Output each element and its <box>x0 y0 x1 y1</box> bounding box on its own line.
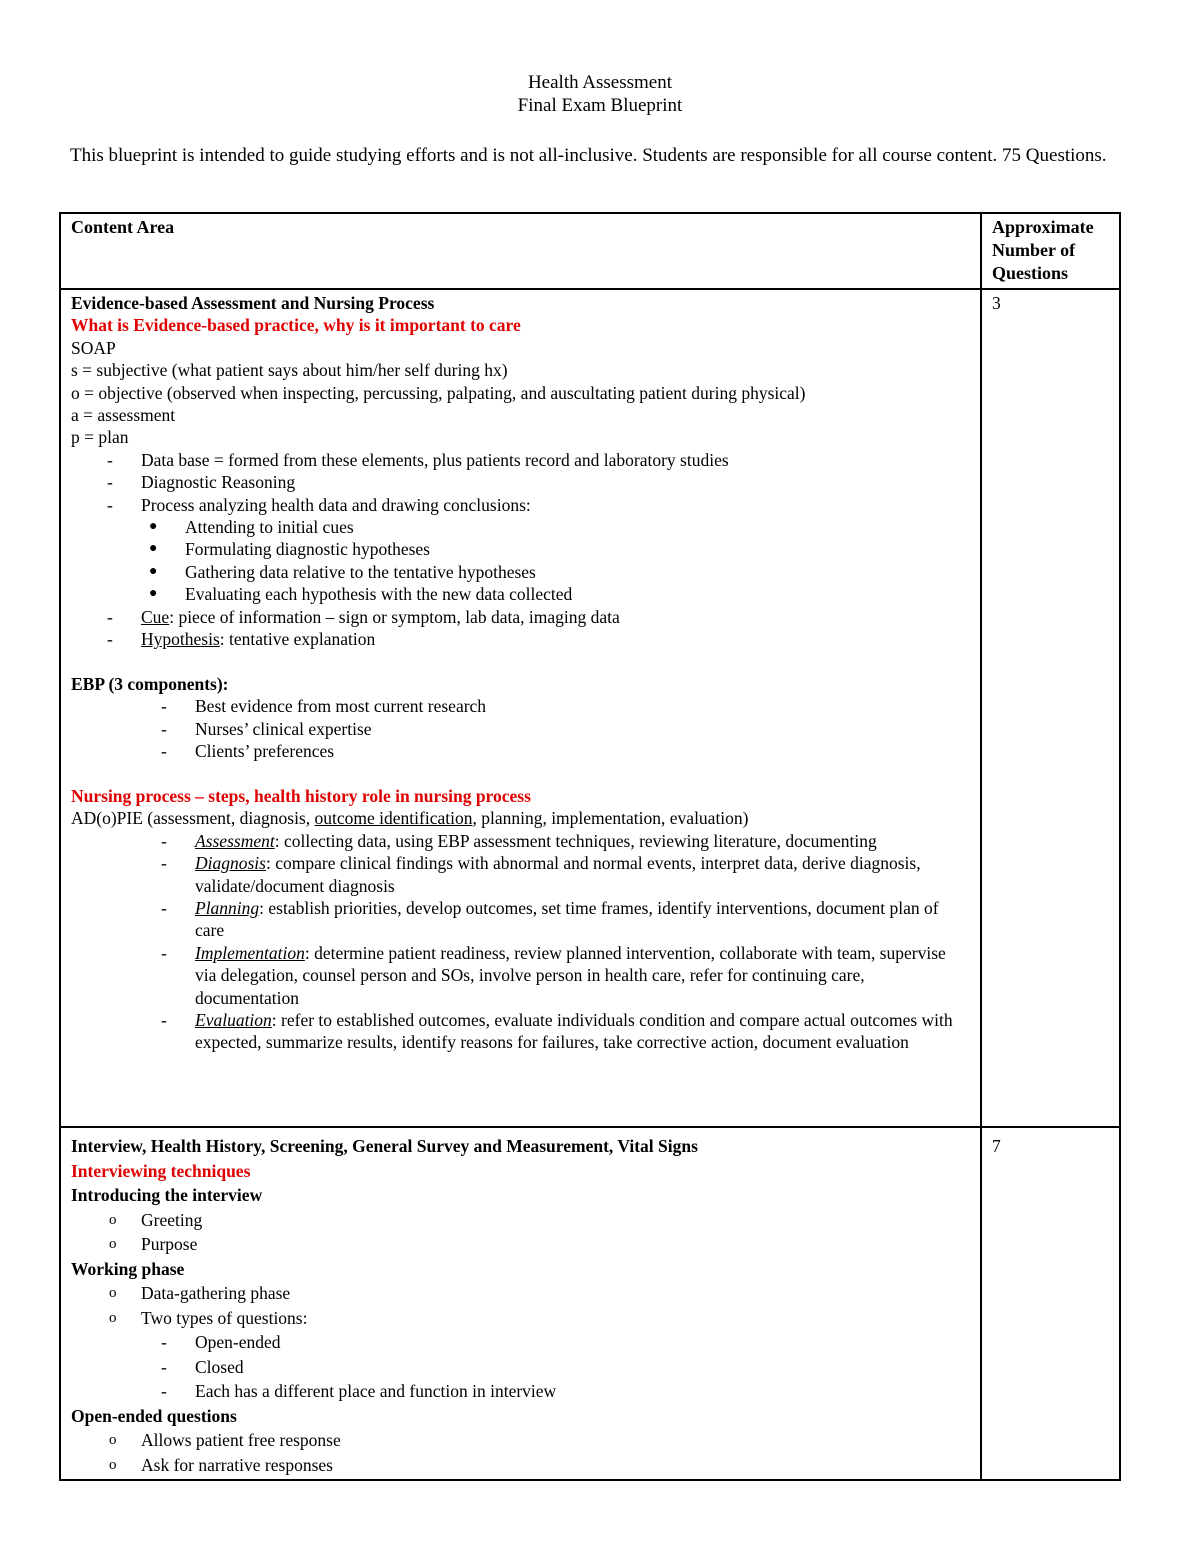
list-item: - Closed <box>161 1356 244 1377</box>
subheading: Open-ended questions <box>71 1405 237 1426</box>
list-item: - Planning: establish priorities, develop outcomes, set time frames, identify interventions, document plan of care <box>161 897 939 941</box>
list-item: - Best evidence from most current research <box>161 696 487 717</box>
topic-red-heading: Interviewing techniques <box>71 1160 251 1181</box>
list-item: - Open-ended <box>161 1332 281 1352</box>
ebp-heading: EBP (3 components): <box>71 673 229 694</box>
document-subtitle: Final Exam Blueprint <box>517 95 683 116</box>
list-item: - Data base = formed from these elements, plus patients record and laboratory studies <box>107 449 729 470</box>
soap-o: o = objective (observed when inspecting, percussing, palpating, and auscultating patient during physical) <box>71 382 806 403</box>
soap-s: s = subjective (what patient says about him/her self during hx) <box>71 360 508 381</box>
table-row <box>60 1127 1120 1480</box>
content-cell-evidence <box>60 289 981 1127</box>
list-item: o Two types of questions: <box>109 1307 308 1328</box>
question-count-cell: 3 <box>981 289 1120 1127</box>
list-item: - Assessment: collecting data, using EBP assessment techniques, reviewing literature, documenting <box>161 830 877 851</box>
list-item: ● Formulating diagnostic hypotheses <box>149 539 430 560</box>
question-count-header: Approximate Number of Questions <box>981 213 1120 289</box>
soap-a: a = assessment <box>71 405 176 426</box>
section-heading: Interview, Health History, Screening, General Survey and Measurement, Vital Signs <box>71 1136 698 1156</box>
list-item: - Clients’ preferences <box>161 741 335 762</box>
intro-paragraph: This blueprint is intended to guide studying efforts and is not all-inclusive. Students are responsible for all course content. 75 Questions. <box>70 145 1107 166</box>
list-item: - Diagnostic Reasoning <box>107 472 296 493</box>
adpie-line: AD(o)PIE (assessment, diagnosis, outcome identification, planning, implementation, evaluation) <box>71 808 749 829</box>
table-row <box>60 289 1120 1127</box>
section-heading: Evidence-based Assessment and Nursing Process <box>71 293 435 313</box>
list-item: o Allows patient free response <box>109 1430 341 1450</box>
topic-red-heading: What is Evidence-based practice, why is it important to care <box>71 315 521 336</box>
list-item: - Hypothesis: tentative explanation <box>107 629 376 650</box>
list-item: o Purpose <box>109 1234 198 1254</box>
subheading: Working phase <box>71 1258 185 1279</box>
subheading: Introducing the interview <box>71 1185 263 1205</box>
soap-label: SOAP <box>71 337 116 358</box>
list-item: ● Gathering data relative to the tentative hypotheses <box>149 561 536 582</box>
content-area-header: Content Area <box>60 213 981 289</box>
content-cell-interview <box>60 1127 981 1480</box>
list-item: ● Evaluating each hypothesis with the new data collected <box>149 584 573 605</box>
list-item: o Greeting <box>109 1209 203 1230</box>
document-title: Health Assessment <box>527 72 673 93</box>
list-item: ● Attending to initial cues <box>149 517 354 538</box>
blueprint-table <box>59 212 1121 1481</box>
list-item: o Ask for narrative responses <box>109 1454 333 1475</box>
list-item: - Each has a different place and function in interview <box>161 1381 557 1401</box>
question-count-cell: 7 <box>981 1127 1120 1480</box>
list-item: - Evaluation: refer to established outcomes, evaluate individuals condition and compare actual outcomes with expected, summarize results, identify reasons for failures, take corrective action, document evaluation <box>161 1009 953 1053</box>
list-item: o Data-gathering phase <box>109 1283 291 1303</box>
table-header-row <box>60 213 1120 289</box>
list-item: - Nurses’ clinical expertise <box>161 718 372 739</box>
topic-red-heading: Nursing process – steps, health history role in nursing process <box>71 785 531 806</box>
soap-p: p = plan <box>71 427 129 448</box>
list-item: - Implementation: determine patient readiness, review planned intervention, collaborate with team, supervise via delegation, counsel person and SOs, involve person in health care, refer for continuing care, documentation <box>161 942 946 1008</box>
list-item: - Diagnosis: compare clinical findings with abnormal and normal events, interpret data, derive diagnosis, validate/document diagnosis <box>161 853 921 896</box>
list-item: - Cue: piece of information – sign or symptom, lab data, imaging data <box>107 606 620 627</box>
list-item: - Process analyzing health data and drawing conclusions: <box>107 494 531 515</box>
